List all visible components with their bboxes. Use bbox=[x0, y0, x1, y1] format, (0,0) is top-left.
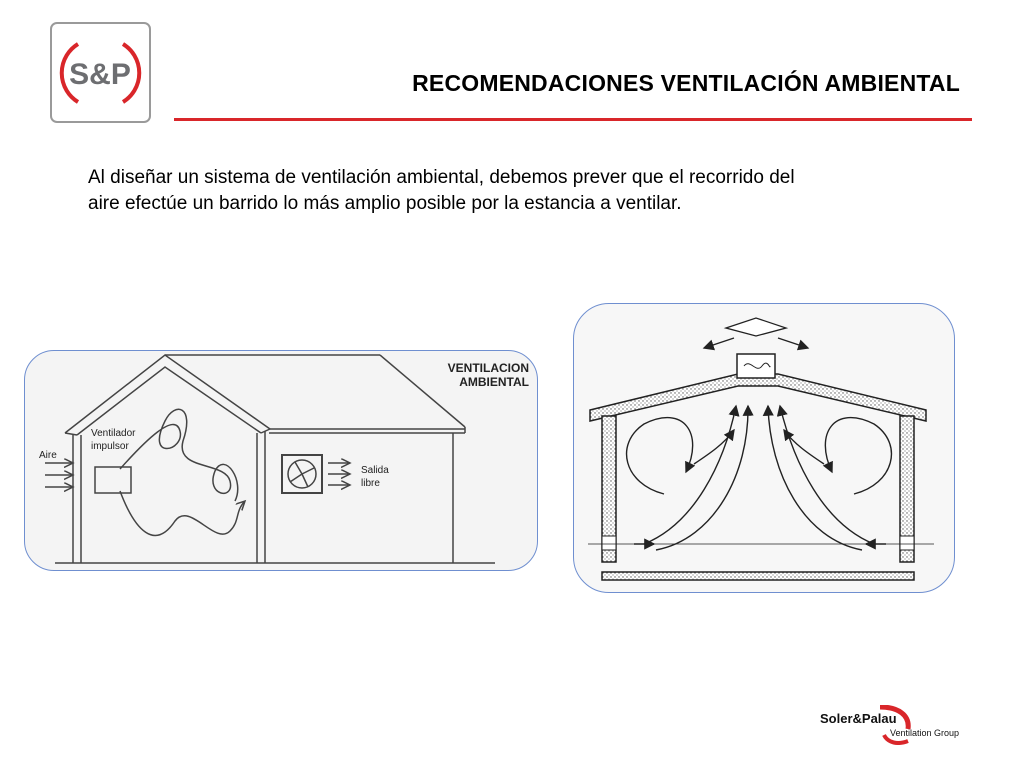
title-underline bbox=[174, 118, 972, 121]
footer-brand-name: Soler&Palau bbox=[820, 711, 897, 726]
sp-logo-text: S&P bbox=[69, 58, 131, 91]
house-drawing bbox=[45, 355, 495, 563]
intro-line-1: Al diseñar un sistema de ventilación ambiental, debemos prever que el recorrido del bbox=[88, 167, 795, 188]
figure-cross-section-airflow bbox=[573, 303, 955, 593]
figure1-title-line2: AMBIENTAL bbox=[459, 375, 529, 389]
airflow-arrows bbox=[627, 406, 892, 550]
page-title: RECOMENDACIONES VENTILACIÓN AMBIENTAL bbox=[412, 70, 960, 96]
intro-paragraph bbox=[88, 165, 958, 217]
sp-logo bbox=[50, 22, 151, 123]
figure-house-ventilation bbox=[24, 350, 538, 571]
intro-line-2: aire efectúe un barrido lo más amplio posible por la estancia a ventilar. bbox=[88, 193, 682, 214]
footer-brand-logo bbox=[818, 705, 978, 745]
label-fan-line1: Ventilador bbox=[91, 428, 136, 439]
label-exit-line1: Salida bbox=[361, 465, 389, 476]
footer-group-name: Ventilation Group bbox=[890, 728, 960, 738]
sp-logo-icon bbox=[50, 22, 151, 123]
roof-exhaust-fan-icon bbox=[726, 318, 786, 378]
roof-slab bbox=[590, 374, 926, 421]
label-air: Aire bbox=[39, 450, 57, 461]
label-exit-line2: libre bbox=[361, 478, 380, 489]
label-fan-line2: impulsor bbox=[91, 441, 129, 452]
floor-slab bbox=[602, 572, 914, 580]
figure1-title-line1: VENTILACION bbox=[447, 361, 529, 375]
